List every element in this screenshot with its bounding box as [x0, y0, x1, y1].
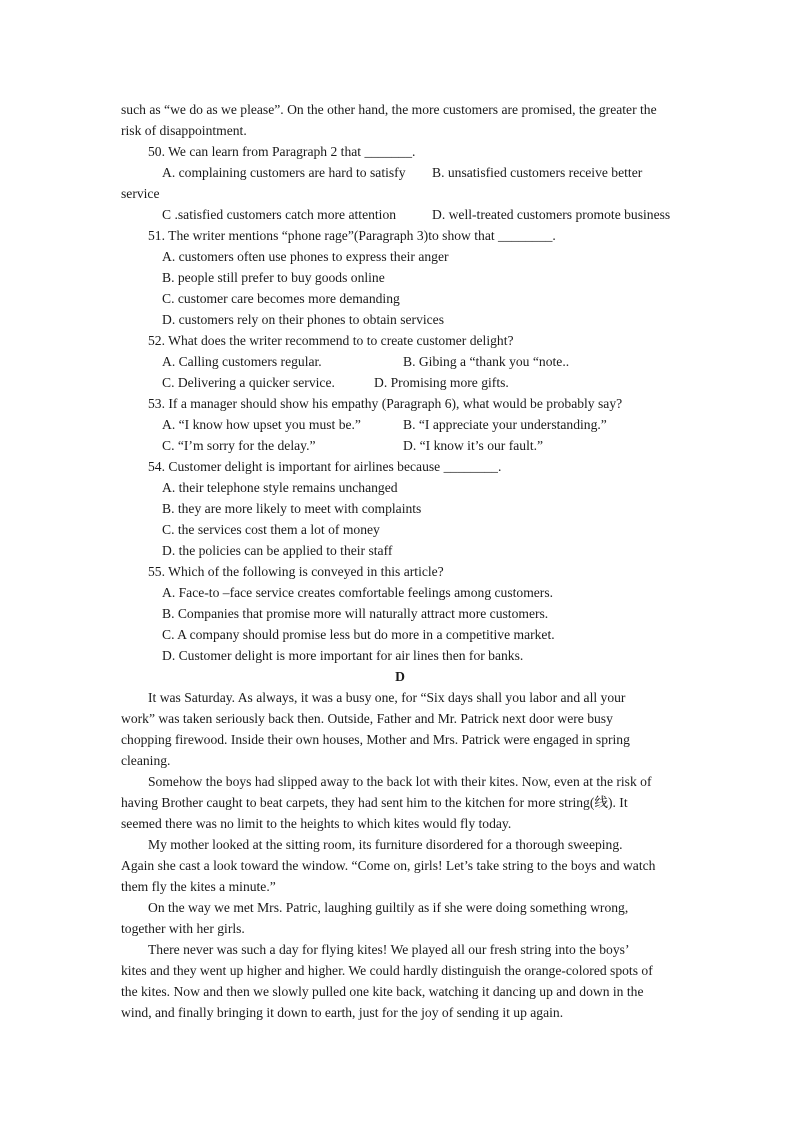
- option-d: D. the policies can be applied to their staff: [162, 543, 393, 558]
- option-c: C. “I’m sorry for the delay.”: [162, 438, 316, 453]
- question-stem: 52. What does the writer recommend to to create customer delight?: [148, 333, 514, 348]
- option-a: A. Face-to –face service creates comfortable feelings among customers.: [162, 585, 554, 600]
- passage-line: together with her girls.: [121, 921, 245, 936]
- question-stem: 50. We can learn from Paragraph 2 that _______.: [148, 144, 416, 159]
- option-c: C. A company should promise less but do more in a competitive market.: [162, 627, 555, 642]
- question-stem: 53. If a manager should show his empathy (Paragraph 6), what would be probably say?: [148, 396, 623, 411]
- option-a: A. Calling customers regular.: [162, 354, 322, 369]
- passage-line: There never was such a day for flying kites! We played all our fresh string into the boys’: [148, 942, 630, 957]
- option-b: B. people still prefer to buy goods online: [162, 270, 385, 285]
- section-heading: D: [395, 669, 405, 684]
- option-b: B. unsatisfied customers receive better: [432, 165, 643, 180]
- option-b-continuation: service: [121, 186, 160, 201]
- intro-line: such as “we do as we please”. On the other hand, the more customers are promised, the greater the: [121, 102, 657, 117]
- option-c: C. customer care becomes more demanding: [162, 291, 400, 306]
- option-a: A. “I know how upset you must be.”: [162, 417, 361, 432]
- option-d: D. well-treated customers promote business: [432, 207, 671, 222]
- option-d: D. customers rely on their phones to obtain services: [162, 312, 445, 327]
- passage-line: having Brother caught to beat carpets, they had sent him to the kitchen for more string(线). It: [121, 795, 628, 810]
- option-d: D. Customer delight is more important for air lines then for banks.: [162, 648, 524, 663]
- option-d: D. “I know it’s our fault.”: [403, 438, 544, 453]
- passage-line: seemed there was no limit to the heights to which kites would fly today.: [121, 816, 512, 831]
- passage-line: work” was taken seriously back then. Outside, Father and Mr. Patrick next door were busy: [121, 711, 613, 726]
- passage-line: Again she cast a look toward the window. “Come on, girls! Let’s take string to the boys and watch: [121, 858, 656, 873]
- option-b: B. Companies that promise more will naturally attract more customers.: [162, 606, 549, 621]
- option-a: A. their telephone style remains unchanged: [162, 480, 398, 495]
- passage-line: the kites. Now and then we slowly pulled one kite back, watching it dancing up and down in the: [121, 984, 644, 999]
- option-b: B. they are more likely to meet with complaints: [162, 501, 422, 516]
- option-c: C. the services cost them a lot of money: [162, 522, 380, 537]
- passage-line: chopping firewood. Inside their own houses, Mother and Mrs. Patrick were engaged in spring: [121, 732, 630, 747]
- passage-line: wind, and finally bringing it down to earth, just for the joy of sending it up again.: [121, 1005, 564, 1020]
- option-b: B. Gibing a “thank you “note..: [403, 354, 570, 369]
- question-stem: 55. Which of the following is conveyed in this article?: [148, 564, 444, 579]
- passage-line: cleaning.: [121, 753, 171, 768]
- option-c: C. Delivering a quicker service.: [162, 375, 335, 390]
- question-stem: 54. Customer delight is important for airlines because ________.: [148, 459, 502, 474]
- passage-line: It was Saturday. As always, it was a busy one, for “Six days shall you labor and all your: [148, 690, 626, 705]
- passage-line: kites and they went up higher and higher. We could hardly distinguish the orange-colored spots of: [121, 963, 653, 978]
- option-a: A. complaining customers are hard to satisfy: [162, 165, 406, 180]
- passage-line: Somehow the boys had slipped away to the back lot with their kites. Now, even at the risk of: [148, 774, 652, 789]
- question-stem: 51. The writer mentions “phone rage”(Paragraph 3)to show that ________.: [148, 228, 556, 243]
- passage-line: On the way we met Mrs. Patric, laughing guiltily as if she were doing something wrong,: [148, 900, 629, 915]
- option-d: D. Promising more gifts.: [374, 375, 509, 390]
- intro-line: risk of disappointment.: [121, 123, 247, 138]
- passage-line: them fly the kites a minute.”: [121, 879, 276, 894]
- option-c: C .satisfied customers catch more attention: [162, 207, 397, 222]
- option-a: A. customers often use phones to express their anger: [162, 249, 449, 264]
- passage-line: My mother looked at the sitting room, its furniture disordered for a thorough sweeping.: [148, 837, 623, 852]
- option-b: B. “I appreciate your understanding.”: [403, 417, 607, 432]
